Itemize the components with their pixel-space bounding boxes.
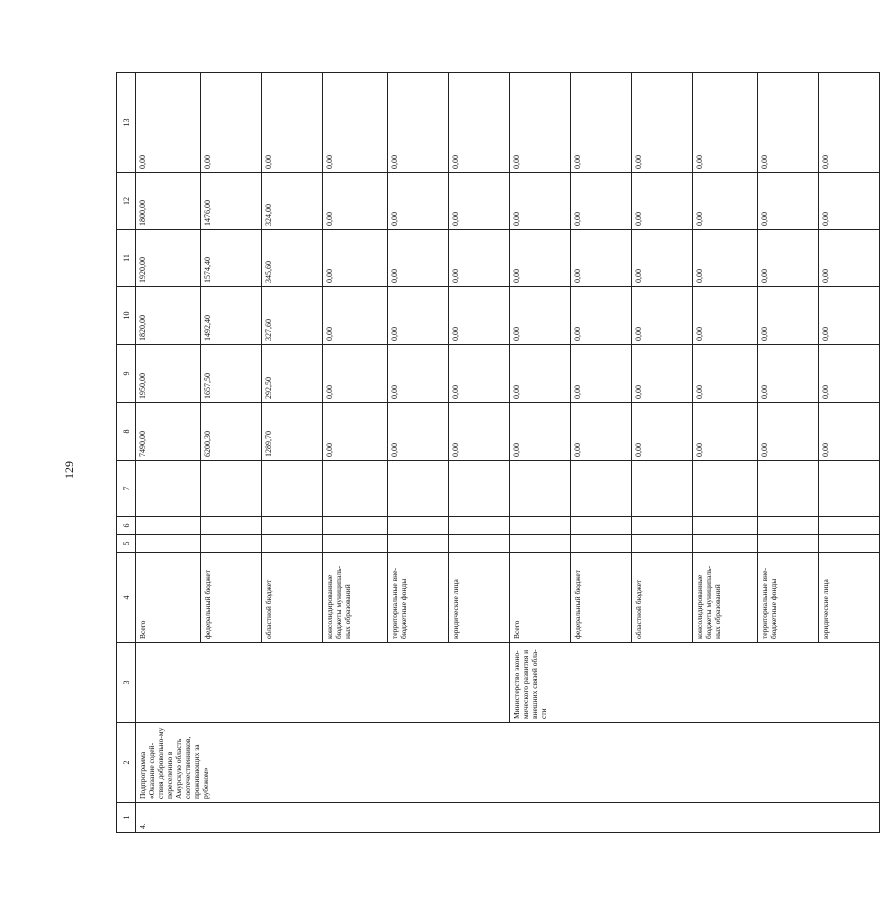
amount-cell: 0,00 — [388, 230, 449, 287]
table-row — [136, 73, 201, 833]
col5-cell — [632, 535, 693, 553]
col5-cell — [510, 535, 571, 553]
col6-cell — [632, 517, 693, 535]
amount-cell: 0,00 — [571, 230, 632, 287]
amount-cell: 0,00 — [323, 403, 388, 461]
amount-cell: 0,00 — [510, 287, 571, 345]
amount-cell: 0,00 — [449, 173, 510, 230]
amount-cell: 0,00 — [323, 173, 388, 230]
amount-cell: 7490,00 — [136, 403, 201, 461]
header-cell: 10 — [117, 287, 136, 345]
header-cell: 1 — [117, 803, 136, 833]
funding-source-cell: юридические лица — [819, 553, 880, 643]
col6-cell — [388, 517, 449, 535]
funding-source-cell: консолидированные бюджеты муниципаль-ных образований — [323, 553, 388, 643]
amount-cell: 0,00 — [510, 345, 571, 403]
col7-cell — [136, 461, 201, 517]
amount-cell: 0,00 — [510, 230, 571, 287]
rotated-table-frame — [116, 73, 830, 833]
amount-cell: 0,00 — [571, 403, 632, 461]
col5-cell — [388, 535, 449, 553]
page-number: 129 — [62, 461, 76, 479]
col7-cell — [819, 461, 880, 517]
amount-cell: 1574,40 — [201, 230, 262, 287]
amount-cell: 1492,40 — [201, 287, 262, 345]
amount-cell: 0,00 — [693, 230, 758, 287]
amount-cell: 0,00 — [632, 73, 693, 173]
responsible-executor-cell — [136, 643, 510, 723]
amount-cell: 0,00 — [323, 345, 388, 403]
amount-cell: 1920,00 — [136, 230, 201, 287]
col5-cell — [201, 535, 262, 553]
amount-cell: 0,00 — [510, 403, 571, 461]
amount-cell: 0,00 — [758, 345, 819, 403]
amount-cell: 0,00 — [819, 287, 880, 345]
amount-cell: 0,00 — [693, 345, 758, 403]
col7-cell — [693, 461, 758, 517]
amount-cell: 0,00 — [632, 287, 693, 345]
col5-cell — [323, 535, 388, 553]
col6-cell — [758, 517, 819, 535]
amount-cell: 0,00 — [388, 173, 449, 230]
amount-cell: 0,00 — [758, 173, 819, 230]
funding-source-cell: консолидированные бюджеты муниципаль-ных образований — [693, 553, 758, 643]
amount-cell: 327,60 — [262, 287, 323, 345]
col6-cell — [201, 517, 262, 535]
amount-cell: 0,00 — [323, 73, 388, 173]
amount-cell: 1950,00 — [136, 345, 201, 403]
amount-cell: 0,00 — [693, 173, 758, 230]
col7-cell — [632, 461, 693, 517]
amount-cell: 1800,00 — [136, 173, 201, 230]
budget-table — [116, 72, 880, 833]
amount-cell: 0,00 — [323, 287, 388, 345]
amount-cell: 0,00 — [136, 73, 201, 173]
col6-cell — [571, 517, 632, 535]
amount-cell: 0,00 — [758, 230, 819, 287]
col6-cell — [819, 517, 880, 535]
amount-cell: 0,00 — [819, 345, 880, 403]
funding-source-cell: Всего — [510, 553, 571, 643]
header-cell: 11 — [117, 230, 136, 287]
amount-cell: 0,00 — [571, 287, 632, 345]
col6-cell — [262, 517, 323, 535]
header-row — [117, 73, 136, 833]
amount-cell: 0,00 — [449, 287, 510, 345]
amount-cell: 1820,00 — [136, 287, 201, 345]
amount-cell: 1657,50 — [201, 345, 262, 403]
amount-cell: 0,00 — [819, 230, 880, 287]
header-cell: 9 — [117, 345, 136, 403]
amount-cell: 6200,30 — [201, 403, 262, 461]
col7-cell — [323, 461, 388, 517]
amount-cell: 324,00 — [262, 173, 323, 230]
amount-cell: 0,00 — [632, 230, 693, 287]
amount-cell: 0,00 — [819, 173, 880, 230]
col7-cell — [510, 461, 571, 517]
funding-source-cell: областной бюджет — [632, 553, 693, 643]
header-cell: 6 — [117, 517, 136, 535]
header-cell: 5 — [117, 535, 136, 553]
amount-cell: 0,00 — [388, 73, 449, 173]
col7-cell — [449, 461, 510, 517]
col7-cell — [758, 461, 819, 517]
amount-cell: 1476,00 — [201, 173, 262, 230]
amount-cell: 0,00 — [388, 287, 449, 345]
amount-cell: 0,00 — [571, 73, 632, 173]
funding-source-cell: федеральный бюджет — [201, 553, 262, 643]
header-cell: 12 — [117, 173, 136, 230]
header-cell: 4 — [117, 553, 136, 643]
col5-cell — [136, 535, 201, 553]
header-cell: 8 — [117, 403, 136, 461]
col7-cell — [262, 461, 323, 517]
amount-cell: 0,00 — [632, 173, 693, 230]
amount-cell: 0,00 — [693, 287, 758, 345]
amount-cell: 0,00 — [758, 73, 819, 173]
amount-cell: 0,00 — [323, 230, 388, 287]
amount-cell: 0,00 — [449, 345, 510, 403]
amount-cell: 0,00 — [758, 287, 819, 345]
amount-cell: 0,00 — [571, 345, 632, 403]
header-cell: 13 — [117, 73, 136, 173]
col7-cell — [571, 461, 632, 517]
amount-cell: 0,00 — [758, 403, 819, 461]
amount-cell: 345,60 — [262, 230, 323, 287]
budget-table-container — [116, 73, 830, 833]
amount-cell: 0,00 — [262, 73, 323, 173]
amount-cell: 0,00 — [449, 403, 510, 461]
amount-cell: 0,00 — [201, 73, 262, 173]
amount-cell: 0,00 — [819, 73, 880, 173]
amount-cell: 0,00 — [693, 73, 758, 173]
amount-cell: 0,00 — [693, 403, 758, 461]
responsible-executor-cell: Министерство эконо-мического развития и внешних связей обла-сти — [510, 643, 880, 723]
funding-source-cell: территориальные вне-бюджетные фонды — [388, 553, 449, 643]
amount-cell: 0,00 — [571, 173, 632, 230]
col6-cell — [449, 517, 510, 535]
header-cell: 7 — [117, 461, 136, 517]
col5-cell — [758, 535, 819, 553]
col7-cell — [388, 461, 449, 517]
col5-cell — [571, 535, 632, 553]
funding-source-cell: юридические лица — [449, 553, 510, 643]
funding-source-cell: Всего — [136, 553, 201, 643]
amount-cell: 0,00 — [632, 345, 693, 403]
col6-cell — [136, 517, 201, 535]
amount-cell: 0,00 — [388, 403, 449, 461]
col5-cell — [449, 535, 510, 553]
subprogram-name-cell: Подпрограмма «Оказание содей-ствия добровольно-му переселению в Амурскую область соотечественников, проживающих за рубежом» — [136, 723, 880, 803]
col5-cell — [819, 535, 880, 553]
amount-cell: 292,50 — [262, 345, 323, 403]
amount-cell: 0,00 — [388, 345, 449, 403]
amount-cell: 0,00 — [510, 173, 571, 230]
table-row — [510, 73, 571, 833]
row-number-cell: 4. — [136, 803, 880, 833]
funding-source-cell: федеральный бюджет — [571, 553, 632, 643]
amount-cell: 0,00 — [510, 73, 571, 173]
amount-cell: 0,00 — [819, 403, 880, 461]
col6-cell — [323, 517, 388, 535]
amount-cell: 0,00 — [632, 403, 693, 461]
funding-source-cell: областной бюджет — [262, 553, 323, 643]
funding-source-cell: территориальные вне-бюджетные фонды — [758, 553, 819, 643]
amount-cell: 0,00 — [449, 73, 510, 173]
amount-cell: 0,00 — [449, 230, 510, 287]
col5-cell — [693, 535, 758, 553]
header-cell: 3 — [117, 643, 136, 723]
amount-cell: 1289,70 — [262, 403, 323, 461]
col6-cell — [693, 517, 758, 535]
header-cell: 2 — [117, 723, 136, 803]
col5-cell — [262, 535, 323, 553]
col6-cell — [510, 517, 571, 535]
col7-cell — [201, 461, 262, 517]
